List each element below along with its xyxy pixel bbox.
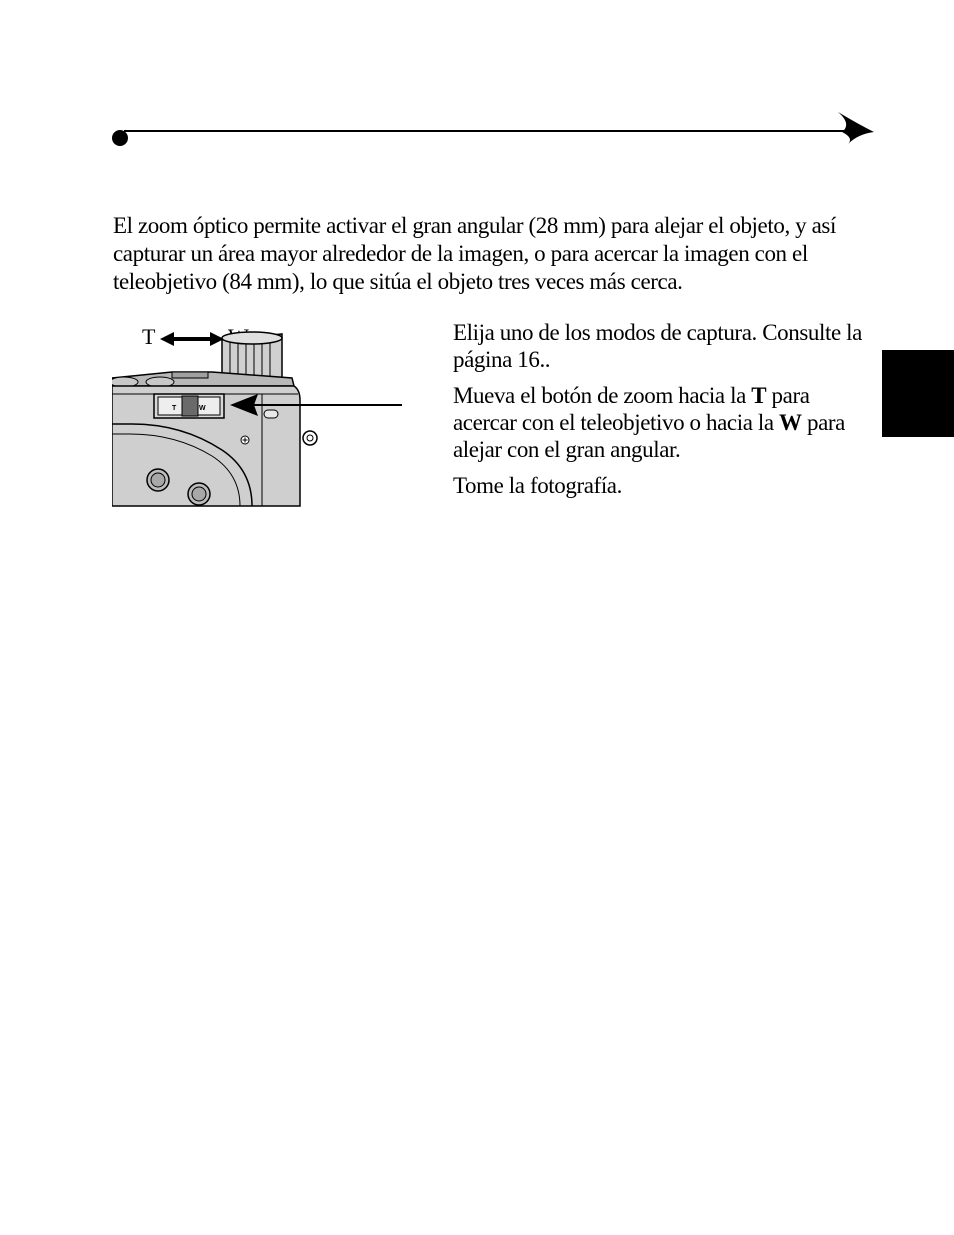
zoom-button-w: W xyxy=(199,405,206,412)
header-arrowhead-icon xyxy=(838,112,874,144)
steps-list xyxy=(453,319,873,508)
step-2 xyxy=(453,382,873,463)
step-1-text: Elija uno de los modos de captura. Consulte la página 16.. xyxy=(453,320,862,372)
camera-illustration xyxy=(112,320,412,510)
step-2-before: Mueva el botón de zoom hacia la xyxy=(453,383,752,408)
pointer-arrow-icon xyxy=(230,394,402,416)
side-tab xyxy=(882,350,954,437)
tele-label: T xyxy=(142,324,156,349)
zoom-figure xyxy=(112,320,412,510)
zoom-button-t: T xyxy=(172,405,177,412)
header-rule xyxy=(110,110,880,150)
step-2-after: para alejar con el gran angular. xyxy=(453,410,845,462)
header-dot xyxy=(112,130,128,146)
step-3 xyxy=(453,472,873,499)
intro-paragraph: El zoom óptico permite activar el gran angular (28 mm) para alejar el objeto, y así capturar un área mayor alrededor de la imagen, o para acercar la imagen con el teleobjetivo (84 mm), lo que sitúa el objeto tres veces más cerca. xyxy=(113,213,836,294)
step-1 xyxy=(453,319,873,373)
step-2-w: W xyxy=(779,410,802,435)
step-2-middle: para acercar con el teleobjetivo o hacia la xyxy=(453,383,810,435)
step-2-t: T xyxy=(751,383,767,408)
step-3-text: Tome la fotografía. xyxy=(453,473,622,498)
